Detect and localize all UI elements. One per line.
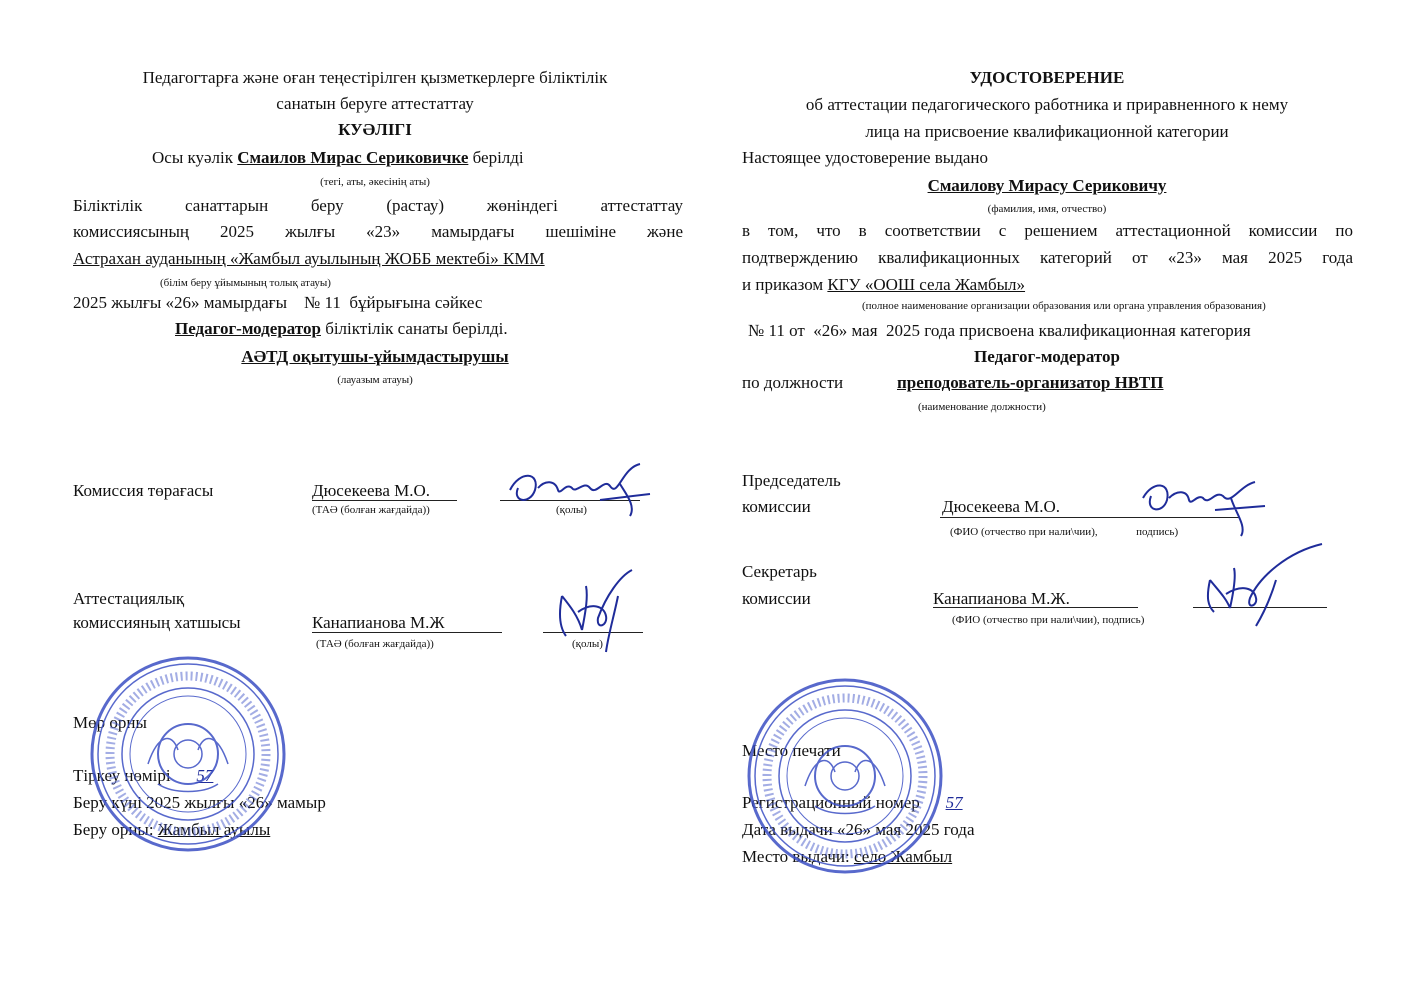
kz-heading: КУӘЛІГІ [338, 120, 412, 139]
kz-body-line2: комиссиясының 2025 жылғы «23» мамырдағы шешіміне және [73, 222, 683, 241]
ru-official-stamp [745, 676, 945, 876]
ru-position: преподователь-организатор НВТП [897, 373, 1164, 392]
ru-seal-place: Место печати [742, 741, 841, 760]
kz-reg-line: Тіркеу нөмірі 57 [73, 766, 235, 786]
kz-body-line1: Біліктілік санаттарын беру (растау) жөніндегі аттестаттау [73, 196, 683, 215]
kz-chair-fio-caption: (ТАӘ (болған жағдайда)) [312, 504, 430, 516]
ru-body-line1: в том, что в соответствии с решением аттестационной комиссии по [742, 221, 1353, 240]
kz-title-line2: санатын беруге аттестаттау [276, 94, 474, 113]
ru-body-org: КГУ «ООШ села Жамбыл» [827, 275, 1026, 294]
kz-chair-name: Дюсекеева М.О. [312, 481, 431, 500]
kz-seal-place: Мөр орны [73, 713, 147, 732]
kz-place-value: Жамбыл ауылы [157, 820, 271, 839]
ru-body-line2: подтверждению квалификационных категорий от «23» мая 2025 года [742, 248, 1353, 267]
ru-category: Педагог-модератор [974, 347, 1120, 366]
kz-chair-sign-caption: (қолы) [556, 504, 587, 516]
kz-place-line: Беру орны: Жамбыл ауылы [73, 820, 271, 839]
ru-org-caption: (полное наименование организации образования или органа управления образования) [862, 300, 1266, 312]
kz-position-caption: (лауазым атауы) [337, 374, 413, 386]
kz-secretary-fio-caption: (ТАӘ (болған жағдайда)) [316, 638, 434, 650]
kz-title-line1: Педагогтарға және оған теңестірілген қызметкерлерге біліктілік [142, 68, 608, 87]
kz-chair-name-line [312, 500, 457, 501]
kz-category: Педагог-модератор [175, 319, 321, 338]
ru-chair-label2: комиссии [742, 497, 811, 516]
ru-secretary-signature [1196, 540, 1336, 630]
kz-body-line3: Астрахан ауданының «Жамбыл ауылының ЖОББ мектебі» КММ [73, 249, 545, 268]
ru-secretary-label2: комиссии [742, 589, 811, 608]
ru-secretary-caption: (ФИО (отчество при нали\чии), подпись) [952, 614, 1145, 626]
ru-order-line: № 11 от «26» мая 2025 года присвоена квалификационная категория [748, 321, 1251, 340]
kz-issued-name: Смаилов Мирас Сериковичке [237, 148, 469, 167]
kz-order-line: 2025 жылғы «26» мамырдағы № 11 бұйрығына сәйкес [73, 293, 483, 312]
ru-issued: Настоящее удостоверение выдано [742, 148, 989, 167]
ru-secretary-label1: Секретарь [742, 562, 817, 581]
kz-category-line: Педагог-модератор біліктілік санаты берілді. [175, 319, 508, 338]
ru-chair-name: Дюсекеева М.О. [942, 497, 1061, 516]
kz-official-stamp [88, 654, 288, 854]
kz-secretary-signature [548, 566, 648, 656]
ru-chair-caption: (ФИО (отчество при нали\чии), подпись) [950, 526, 1179, 538]
kz-secretary-name: Канапианова М.Ж [312, 613, 445, 632]
kz-issued-line: Осы куәлік Смаилов Мирас Сериковичке берілді [152, 148, 524, 167]
kz-secretary-sign-caption: (қолы) [572, 638, 603, 650]
kz-secretary-label1: Аттестациялық [73, 589, 185, 608]
ru-name-caption: (фамилия, имя, отчество) [987, 203, 1107, 215]
ru-chair-signature [1135, 476, 1275, 546]
ru-reg-line: Регистрационный номер 57 [742, 793, 984, 813]
kz-org-caption: (білім беру ұйымының толық атауы) [160, 277, 331, 289]
ru-secretary-name: Канапианова М.Ж. [933, 589, 1070, 608]
kz-secretary-label2: комиссияның хатшысы [73, 613, 241, 632]
ru-heading: УДОСТОВЕРЕНИЕ [969, 68, 1125, 87]
ru-place-value: село Жамбыл [853, 847, 953, 866]
ru-reg-number: 57 [945, 793, 963, 812]
ru-title-line1: об аттестации педагогического работника и приравненного к нему [805, 95, 1289, 114]
ru-position-caption: (наименование должности) [918, 401, 1046, 413]
kz-name-caption: (тегі, аты, әкесінің аты) [320, 176, 430, 188]
ru-body-line3: и приказом КГУ «ООШ села Жамбыл» [742, 275, 1026, 294]
ru-title-line2: лица на присвоение квалификационной категории [865, 122, 1229, 141]
ru-chair-label1: Председатель [742, 471, 841, 490]
kz-chair-signature [500, 460, 660, 530]
ru-date-issue: Дата выдачи «26» мая 2025 года [742, 820, 975, 839]
ru-place-line: Место выдачи: село Жамбыл [742, 847, 953, 866]
kz-secretary-name-line [312, 632, 502, 633]
ru-position-label: по должности [742, 373, 844, 392]
ru-issued-name: Смаилову Мирасу Сериковичу [927, 176, 1167, 195]
kz-position: АӘТД оқытушы-ұйымдастырушы [241, 347, 509, 366]
ru-secretary-name-line [933, 607, 1138, 608]
kz-date-issue: Беру күні 2025 жылғы «26» мамыр [73, 793, 326, 812]
kz-reg-number: 57 [196, 766, 214, 785]
kz-chair-label: Комиссия төрағасы [73, 481, 214, 500]
